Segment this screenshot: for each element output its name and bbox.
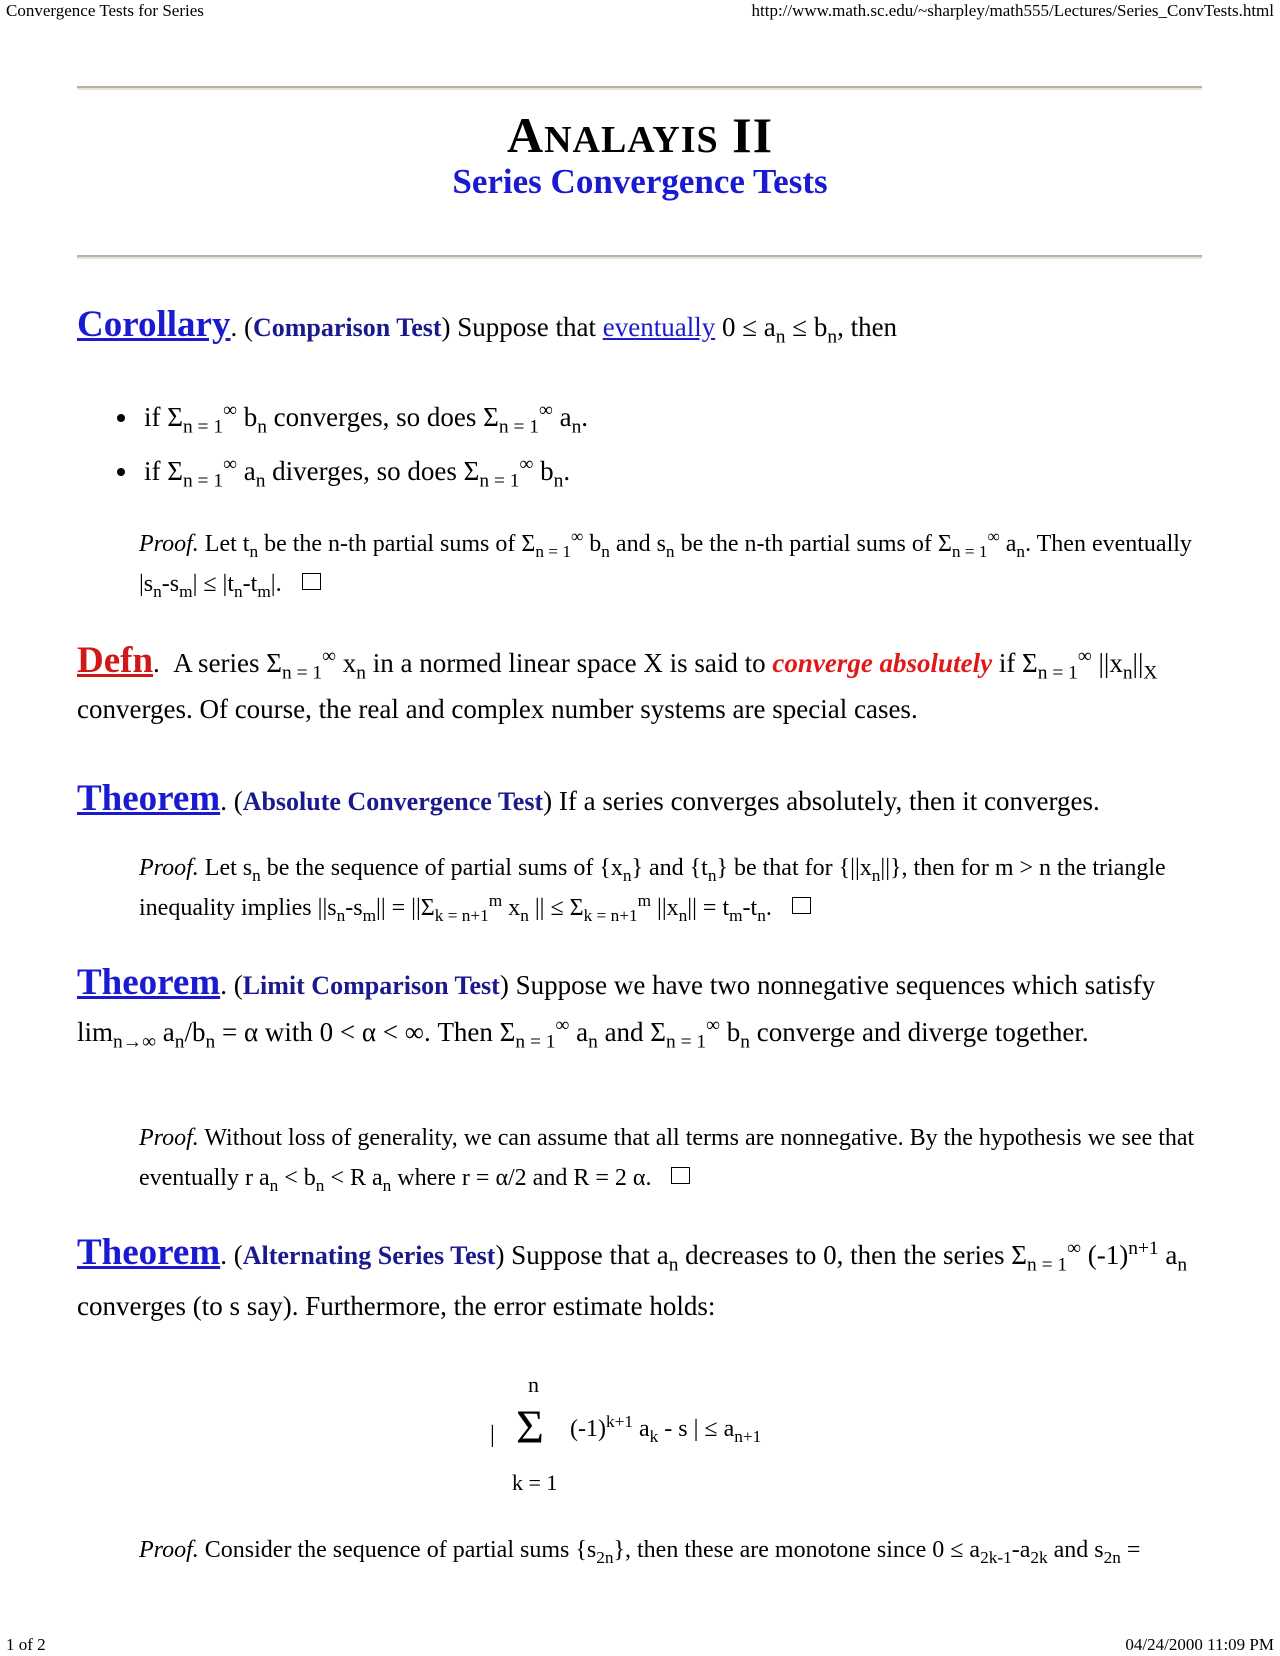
qed-box-icon: [302, 573, 321, 590]
top-rule: [77, 86, 1202, 90]
theorem-heading[interactable]: Theorem: [77, 1232, 221, 1273]
page-footer-page-count: 1 of 2: [6, 1635, 46, 1654]
page-title: ANALAYIS II: [506, 107, 774, 163]
qed-box-icon: [671, 1167, 690, 1184]
page-header-title: Convergence Tests for Series: [6, 1, 204, 20]
sigma-symbol-icon: Σ: [516, 1401, 544, 1454]
title-rule: [77, 255, 1202, 259]
alternating-series-test-name: Alternating Series Test: [242, 1241, 496, 1270]
absolute-value-bar: |: [490, 1422, 495, 1448]
absolute-convergence-test-name: Absolute Convergence Test: [242, 787, 544, 816]
theorem-absolute-convergence: Theorem. (Absolute Convergence Test) If a series converges absolutely, then it converges.: [77, 778, 1100, 819]
definition-absolute-convergence: Defn. A series $\Sigma_{n = 1}^\infty$ $x_n$ in a normed linear space X is said to converge absolutely if $\Sigma_{n = 1}^\infty$ $||x_n||_X$ converges. Of course, the real and complex number systems are special cases.: [77, 640, 1158, 724]
page-footer-timestamp: 04/24/2000 11:09 PM: [1125, 1635, 1274, 1654]
proof-comparison: Proof. Let $t_n$ be the n-th partial sums of $\Sigma_{n = 1}^\infty$ $b_n$ and $s_n$ be the n-th partial sums of $\Sigma_{n = 1}^\infty$ $a_n$. Then eventually $|s_n-s_m| \le |t_n-t_m|$.: [139, 527, 1192, 601]
qed-box-icon: [792, 897, 811, 914]
formula-body: $(-1)^{k+1}$ $a_k$ - s | ≤ $a_{n+1}$: [570, 1412, 762, 1446]
list-item: • if $\Sigma_{n = 1}^\infty$ $a_n$ diverges, so does $\Sigma_{n = 1}^\infty$ $b_n$.: [140, 444, 588, 498]
sum-upper-limit: n: [528, 1372, 539, 1397]
theorem-alternating-series: Theorem. (Alternating Series Test) Suppose that $a_n$ decreases to 0, then the series $\Sigma_{n = 1}^\infty$ $(-1)^{n+1}$ $a_n$ converges (to s say). Furthermore, the error estimate holds:: [77, 1232, 1188, 1321]
limit-comparison-test-name: Limit Comparison Test: [242, 971, 500, 1000]
definition-heading[interactable]: Defn: [77, 640, 154, 681]
error-estimate-formula: [490, 1372, 810, 1495]
comparison-test-name: Comparison Test: [252, 313, 442, 342]
theorem-limit-comparison: Theorem. (Limit Comparison Test) Suppose we have two nonnegative sequences which satisfy $\lim_{n\to\infty} a_n/b_n = \alpha$ with 0 < α < ∞. Then $\Sigma_{n = 1}^\infty$ $a_n$ and $\Sigma_{n = 1}^\infty$ $b_n$ converge and diverge together.: [77, 962, 1156, 1053]
page-header-url: http://www.math.sc.edu/~sharpley/math555/Lectures/Series_ConvTests.html: [751, 1, 1274, 20]
list-item: • if $\Sigma_{n = 1}^\infty$ $b_n$ converges, so does $\Sigma_{n = 1}^\infty$ $a_n$.: [140, 390, 588, 444]
comparison-bullets: [110, 390, 588, 498]
proof-absolute-convergence: Proof. Let $s_n$ be the sequence of partial sums of $\{x_n\}$ and $\{t_n\}$ be that for $\{||x_n||\}$, then for m > n the triangle inequality implies $||s_n-s_m|| = ||\Sigma_{k = n+1}^m$ $x_n$ || ≤ $\Sigma_{k = n+1}^m$ $||x_n|| = t_m-t_n$.: [139, 855, 1166, 925]
proof-limit-comparison: Proof. Without loss of generality, we can assume that all terms are nonnegative. By the hypothesis we see that eventually r $a_n < b_n < R$ $a_n$ where r = α/2 and R = 2 α.: [139, 1125, 1195, 1195]
page-subtitle: Series Convergence Tests: [452, 162, 828, 201]
corollary-heading[interactable]: Corollary: [77, 304, 231, 345]
theorem-heading[interactable]: Theorem: [77, 962, 221, 1003]
eventually-link[interactable]: eventually: [602, 312, 716, 342]
sum-lower-limit: k = 1: [512, 1470, 558, 1495]
converge-absolutely-term: converge absolutely: [772, 648, 993, 678]
proof-alternating-series: Proof. Consider the sequence of partial sums $\{s_{2n}\}$, then these are monotone since $0 \le a_{2k-1}-a_{2k}$ and $s_{2n}$ =: [139, 1537, 1141, 1567]
corollary-statement: Corollary. (Comparison Test) Suppose that eventually $0 \le a_n \le b_n$, then: [77, 304, 898, 348]
theorem-heading[interactable]: Theorem: [77, 778, 221, 819]
